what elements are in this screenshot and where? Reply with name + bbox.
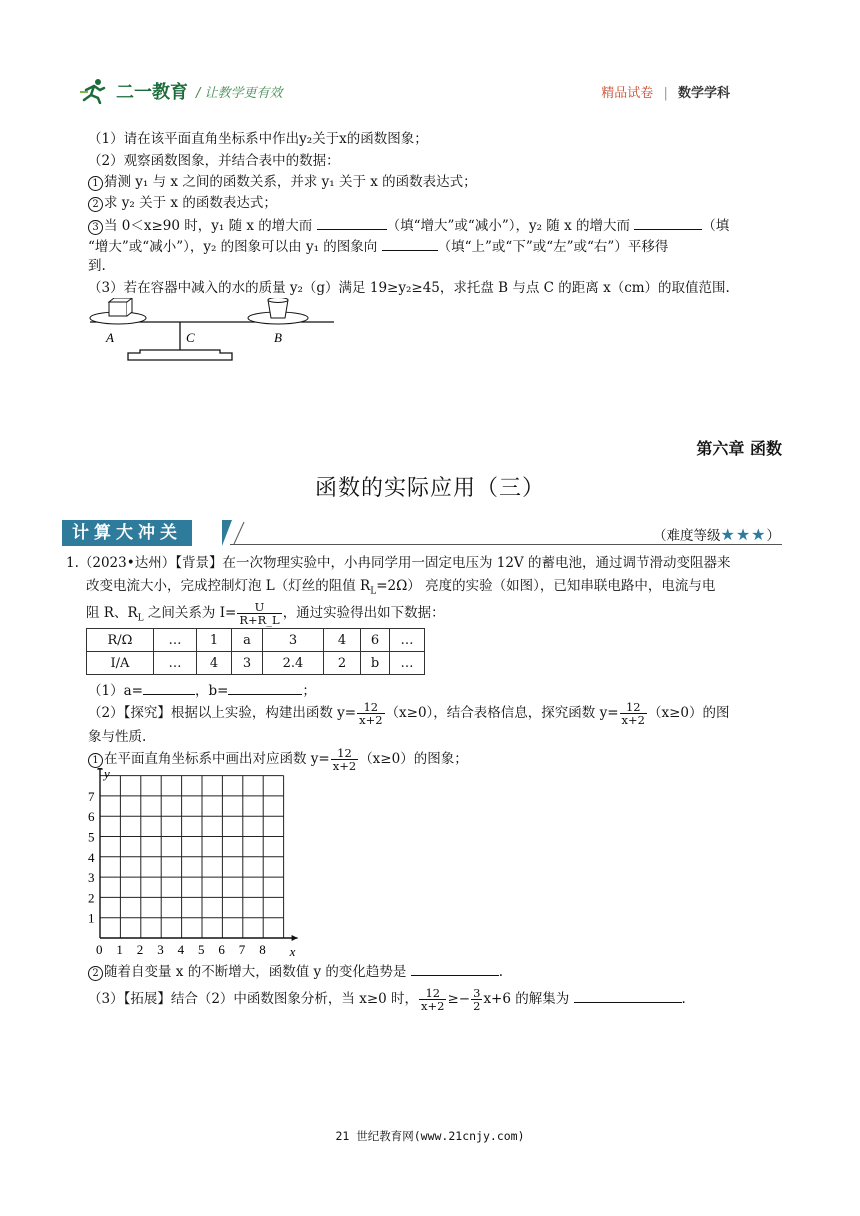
- part-2: [88, 700, 730, 726]
- x-tick-label: 3: [157, 942, 164, 957]
- sub-question-1: [88, 173, 477, 191]
- fraction-numerator: 3: [473, 986, 481, 1000]
- slogan: / 让教学更有效: [196, 85, 283, 101]
- part-3-b: ≥−: [447, 991, 471, 1007]
- function-fraction: [357, 701, 384, 726]
- part-1-a: （1）a=: [88, 683, 143, 699]
- part-2-b: （x≥0），结合表格信息，探究函数 y=: [385, 705, 619, 721]
- table-cell: 3: [232, 652, 263, 675]
- banner-slant: [222, 520, 252, 546]
- table-cell: 3: [263, 629, 324, 652]
- x-tick-label: 0: [96, 942, 103, 957]
- fraction-numerator: 12: [357, 701, 384, 714]
- y-tick-label: 1: [88, 910, 95, 926]
- part-2-end: 象与性质.: [88, 729, 147, 745]
- question-2: （2）观察函数图象，并结合表中的数据：: [88, 153, 340, 169]
- header-right: [601, 82, 730, 101]
- subscript-l: L: [370, 586, 377, 597]
- part-3-c: x+6 的解集为: [483, 991, 570, 1007]
- difficulty-stars-icon: ★★★: [720, 525, 767, 544]
- problem-line-3-a: 阻 R、R: [86, 605, 138, 621]
- table-row: [87, 629, 425, 652]
- section-banner: 计算大冲关: [62, 520, 192, 546]
- function-fraction: [620, 701, 647, 726]
- problem-line-3-b: 之间关系为 I=: [143, 605, 237, 621]
- answer-blank-a[interactable]: [143, 680, 195, 695]
- sub-question-3-text-c: （填: [702, 218, 730, 234]
- answer-blank[interactable]: [317, 215, 387, 230]
- fraction-numerator: 12: [620, 701, 647, 714]
- fraction-denominator: x+2: [621, 713, 645, 727]
- sub-question-3-text-a: 当 0＜x≥90 时，y₁ 随 x 的增大而: [104, 218, 313, 234]
- current-formula: [237, 601, 281, 626]
- sub-question-3-end: 到.: [88, 258, 106, 274]
- sub-question-3-cont: [88, 236, 668, 256]
- y-tick-label: 4: [88, 849, 95, 865]
- sub-question-1-text: 猜测 y₁ 与 x 之间的函数关系，并求 y₁ 关于 x 的函数表达式；: [104, 174, 477, 190]
- answer-blank[interactable]: [634, 215, 702, 230]
- problem-line-3-c: ，通过实验得出如下数据：: [282, 605, 445, 621]
- table-cell: 6: [361, 629, 390, 652]
- sub-question-3-text-b: （填“增大”或“减小”），y₂ 随 x 的增大而: [386, 218, 630, 234]
- difficulty: [653, 524, 780, 544]
- answer-blank[interactable]: [382, 236, 438, 251]
- data-table: [86, 628, 425, 675]
- table-cell: 2: [324, 652, 361, 675]
- x-tick-label: 6: [218, 942, 225, 957]
- table-cell: I/A: [87, 652, 154, 675]
- page-title: 函数的实际应用（三）: [314, 476, 545, 501]
- table-cell: …: [154, 629, 197, 652]
- banner-rule: [230, 544, 782, 545]
- part-3: [88, 984, 686, 1014]
- y-tick-label: 3: [88, 870, 95, 886]
- sub-question-3-text-e: （填“上”或“下”或“左”或“右”）平移得: [437, 239, 669, 255]
- question-1: （1）请在该平面直角坐标系中作出y₂关于x的函数图象；: [88, 131, 428, 147]
- difficulty-close: ）: [766, 528, 780, 544]
- label-c: C: [186, 330, 195, 345]
- slope-fraction: [471, 987, 482, 1012]
- table-cell: 4: [197, 652, 232, 675]
- balance-figure: [88, 298, 338, 370]
- sub-question-2-text: 求 y₂ 关于 x 的函数表达式；: [104, 195, 277, 211]
- circle-1-a: 在平面直角坐标系中画出对应函数 y=: [104, 751, 330, 767]
- circle-1-b: （x≥0）的图象；: [359, 751, 468, 767]
- table-cell: a: [232, 629, 263, 652]
- part-2-a: （2）【探究】根据以上实验，构建出函数 y=: [88, 705, 357, 721]
- header-tag-subject: 数学学科: [677, 86, 730, 101]
- table-cell: R/Ω: [87, 629, 154, 652]
- function-fraction: [331, 747, 358, 772]
- table-cell: …: [154, 652, 197, 675]
- function-fraction: [419, 987, 446, 1012]
- x-axis-arrow-icon: [292, 935, 298, 941]
- circle-2-a: 随着自变量 x 的不断增大，函数值 y 的变化趋势是: [104, 964, 407, 980]
- problem-line-2-b: =2Ω） 亮度的实验（如图），已知串联电路中，电流与电: [376, 578, 716, 594]
- circle-number: 2: [88, 966, 103, 981]
- answer-blank[interactable]: [411, 961, 499, 976]
- circle-number: 2: [88, 197, 103, 212]
- subscript-l: L: [137, 613, 144, 624]
- problem-line-2-a: 改变电流大小，完成控制灯泡 L（灯丝的阻值 R: [86, 578, 371, 594]
- header-tag-paper: 精品试卷: [601, 86, 654, 101]
- x-tick-label: 1: [116, 942, 123, 957]
- fraction-numerator: 12: [331, 747, 358, 760]
- y-tick-label: 6: [88, 809, 95, 825]
- table-cell: b: [361, 652, 390, 675]
- table-row: [87, 652, 425, 675]
- y-tick-label: 5: [88, 829, 95, 845]
- table-cell: 1: [197, 629, 232, 652]
- formula-denominator: R+R_L: [239, 613, 280, 627]
- chapter-label: 第六章 函数: [696, 439, 782, 458]
- table-cell: 2.4: [263, 652, 324, 675]
- problem-line-3: [86, 600, 445, 632]
- table-cell: 4: [324, 629, 361, 652]
- answer-blank-b[interactable]: [228, 680, 302, 695]
- x-tick-label: 7: [238, 942, 246, 957]
- fraction-denominator: x+2: [332, 759, 357, 773]
- fraction-denominator: 2: [473, 999, 481, 1013]
- part-1-b: ，b=: [194, 683, 229, 699]
- part-3-a: （3）【拓展】结合（2）中函数图象分析，当 x≥0 时，: [88, 991, 419, 1007]
- circle-number: 1: [88, 753, 103, 768]
- circle-number: 1: [88, 176, 103, 191]
- y-axis-arrow-icon: [97, 768, 103, 770]
- part-2-c: （x≥0）的图: [647, 705, 730, 721]
- runner-logo-icon: [78, 78, 108, 104]
- sub-question-3: [88, 215, 729, 235]
- part-1-answers: [88, 680, 316, 700]
- circle-number: 3: [88, 220, 103, 235]
- problem-line-2: [86, 577, 715, 601]
- fraction-denominator: x+2: [421, 999, 445, 1013]
- question-3: （3）若在容器中减入的水的质量 y₂（g）满足 19≥y₂≥45，求托盘 B 与点 C 的距离 x（cm）的取值范围.: [88, 280, 730, 296]
- y-tick-label: 2: [88, 890, 95, 906]
- part-3-d: .: [681, 991, 686, 1007]
- table-cell: …: [390, 652, 425, 675]
- x-tick-label: 2: [136, 942, 144, 957]
- x-tick-label: 8: [259, 942, 266, 957]
- y-axis-label: y: [104, 768, 110, 781]
- y-tick-label: 7: [88, 788, 95, 804]
- table-cell: …: [390, 629, 425, 652]
- circle-2-b: .: [498, 964, 503, 980]
- label-a: A: [106, 330, 114, 345]
- answer-blank[interactable]: [574, 988, 682, 1003]
- label-b: B: [274, 330, 282, 345]
- difficulty-label: （难度等级: [652, 528, 721, 544]
- x-tick-label: 4: [177, 942, 185, 957]
- formula-numerator: U: [237, 601, 281, 614]
- header-separator: |: [663, 86, 668, 101]
- header-logo: [78, 78, 283, 104]
- sub-question-2: [88, 194, 277, 212]
- x-axis-label: x: [289, 944, 296, 959]
- x-tick-label: 5: [198, 942, 205, 957]
- problem-line-1: 1.（2023•达州）【背景】在一次物理实验中，小冉同学用一固定电压为 12V 的蓄电池，通过调节滑动变阻器来: [66, 555, 731, 571]
- footer: 21 世纪教育网(www.21cnjy.com): [335, 1129, 525, 1143]
- sub-question-3-text-d: “增大”或“减小”），y₂ 的图象可以由 y₁ 的图象向: [88, 239, 378, 255]
- part-1-c: ；: [302, 683, 316, 699]
- coordinate-grid[interactable]: [86, 768, 316, 960]
- circle-2-question: [88, 961, 503, 981]
- fraction-denominator: x+2: [359, 713, 383, 727]
- logo-text: 二一教育: [116, 82, 188, 103]
- fraction-numerator: 12: [419, 987, 446, 1000]
